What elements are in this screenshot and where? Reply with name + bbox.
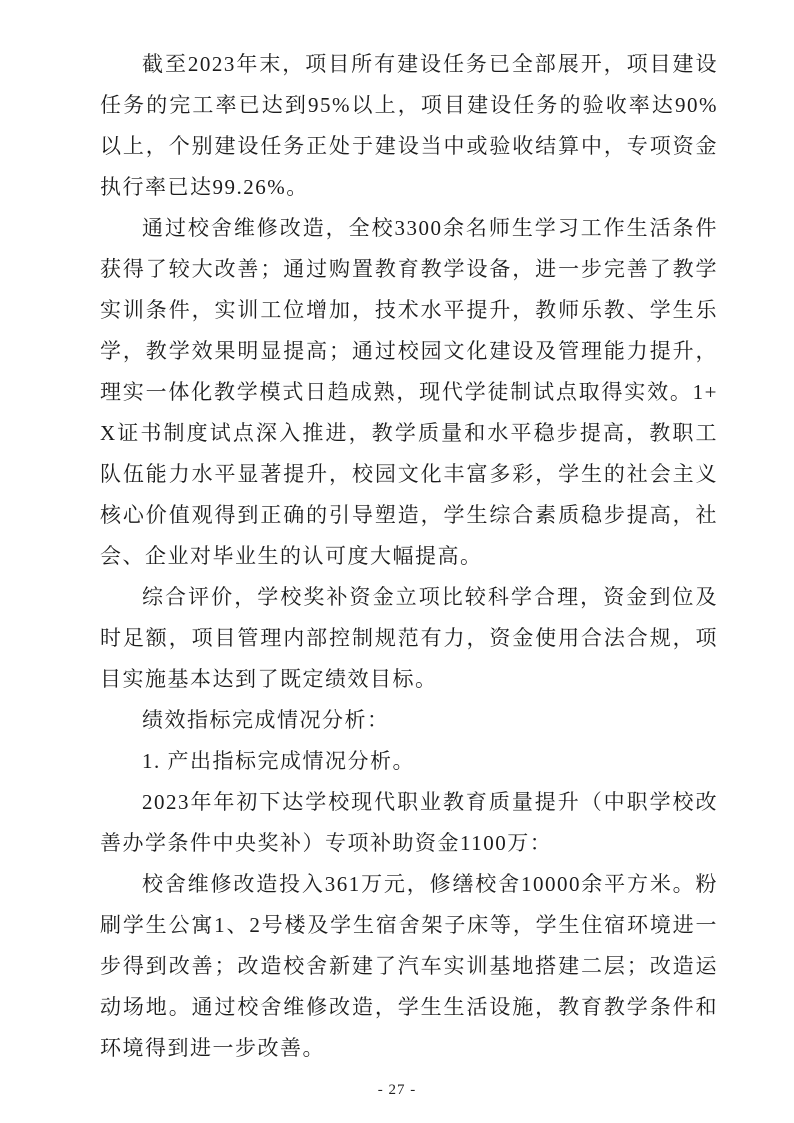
paragraph-performance-indicator-heading: 绩效指标完成情况分析： <box>142 708 390 732</box>
paragraph-project-progress: 截至2023年末，项目所有建设任务已全部展开，项目建设任务的完工率已达到95%以上，项目建设任务的验收率达90%以上，个别建设任务正处于建设当中或验收结算中，专项资金执行率已达99.26%。 <box>100 52 718 199</box>
page-number: - 27 - <box>377 1082 417 1098</box>
paragraph-output-indicator-heading: 1. 产出指标完成情况分析。 <box>142 749 415 773</box>
paragraph-overall-evaluation: 综合评价，学校奖补资金立项比较科学合理，资金到位及时足额，项目管理内部控制规范有力，资金使用合法合规，项目实施基本达到了既定绩效目标。 <box>100 585 718 691</box>
paragraph-renovation-investment: 校舍维修改造投入361万元，修缮校舍10000余平方米。粉刷学生公寓1、2号楼及学生宿舍架子床等，学生住宿环境进一步得到改善；改造校舍新建了汽车实训基地搭建二层；改造运动场地。通过校舍维修改造，学生生活设施，教育教学条件和环境得到进一步改善。 <box>100 872 718 1060</box>
paragraph-fund-allocation: 2023年年初下达学校现代职业教育质量提升（中职学校改善办学条件中央奖补）专项补助资金1100万： <box>100 790 718 855</box>
document-body <box>100 44 718 1069</box>
page-footer <box>0 1082 794 1099</box>
paragraph-renovation-benefits: 通过校舍维修改造，全校3300余名师生学习工作生活条件获得了较大改善；通过购置教育教学设备，进一步完善了教学实训条件，实训工位增加，技术水平提升，教师乐教、学生乐学，教学效果明显提高；通过校园文化建设及管理能力提升，理实一体化教学模式日趋成熟，现代学徒制试点取得实效。1+X证书制度试点深入推进，教学质量和水平稳步提高，教职工队伍能力水平显著提升，校园文化丰富多彩，学生的社会主义核心价值观得到正确的引导塑造，学生综合素质稳步提高，社会、企业对毕业生的认可度大幅提高。 <box>100 216 718 568</box>
